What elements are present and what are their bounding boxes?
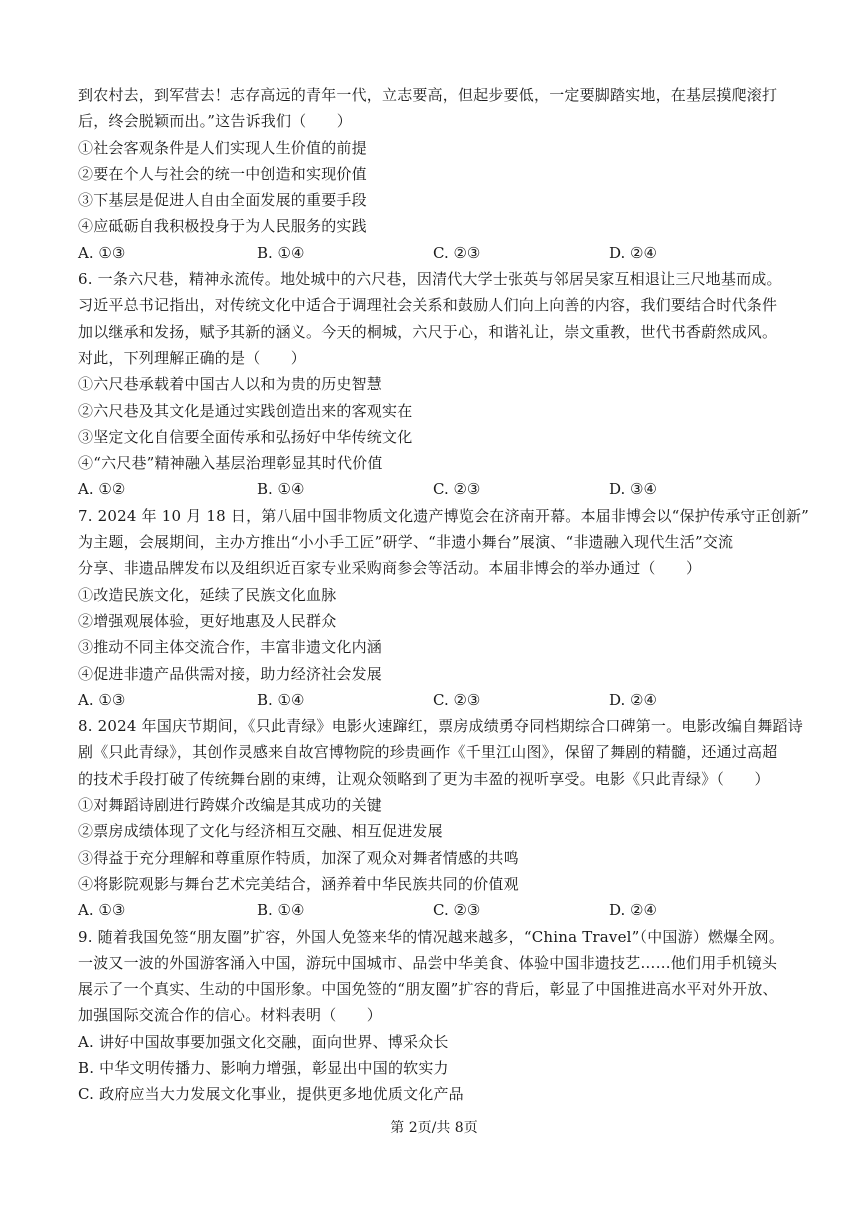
question-9 — [78, 924, 798, 1108]
option-b: B. ①④ — [257, 243, 305, 262]
question-stem-line: 8. 2024 年国庆节期间，《只此青绿》电影火速蹿红，票房成绩勇夺同档期综合口碑第一。电影改编自舞蹈诗 — [78, 717, 803, 736]
question-stem-line: 到农村去，到军营去！志存高远的青年一代，立志要高，但起步要低，一定要脚踏实地，在基层摸爬滚打 — [78, 86, 778, 104]
exam-page-body — [78, 82, 810, 1108]
question-stem-line: 6. 一条六尺巷，精神永流传。地处城中的六尺巷，因清代大学士张英与邻居吴家互相退让三尺地基而成。 — [78, 270, 782, 289]
statement-item: ④将影院观影与舞台艺术完美结合，涵养着中华民族共同的价值观 — [78, 874, 519, 893]
option-a: A. ①③ — [78, 690, 126, 709]
option-b: B. ①④ — [257, 480, 305, 499]
option-b: B. 中华文明传播力、影响力增强，彰显出中国的软实力 — [78, 1058, 449, 1077]
option-d: D. ②④ — [609, 243, 657, 262]
question-stem-line: 为主题，会展期间，主办方推出“小小手工匠”研学、“非遗小舞台”展演、“非遗融入现代生活”交流 — [78, 533, 734, 552]
statement-item: ③得益于充分理解和尊重原作特质，加深了观众对舞者情感的共鸣 — [78, 848, 519, 867]
question-stem-line: 后，终会脱颖而出。”这告诉我们（ ） — [78, 112, 352, 131]
statement-item: ④应砥砺自我积极投身于为人民服务的实践 — [78, 217, 367, 236]
option-a: A. ①③ — [78, 901, 126, 920]
statement-item: ②六尺巷及其文化是通过实践创造出来的客观实在 — [78, 401, 413, 420]
statement-item: ①六尺巷承载着中国古人以和为贵的历史智慧 — [78, 375, 383, 394]
statement-item: ②增强观展体验，更好地惠及人民群众 — [78, 611, 337, 630]
option-c: C. ②③ — [433, 480, 481, 499]
option-c: C. ②③ — [433, 243, 481, 262]
option-a: A. 讲好中国故事要加强文化交融，面向世界、博采众长 — [78, 1032, 449, 1051]
question-stem-line: 习近平总书记指出，对传统文化中适合于调理社会关系和鼓励人们向上向善的内容，我们要结合时代条件 — [78, 296, 778, 315]
statement-item: ①社会客观条件是人们实现人生价值的前提 — [78, 138, 367, 157]
question-stem-line: 剧《只此青绿》，其创作灵感来自故宫博物院的珍贵画作《千里江山图》，保留了舞剧的精髓，还通过高超 — [78, 743, 778, 762]
statement-item: ③坚定文化自信要全面传承和弘扬好中华传统文化 — [78, 427, 413, 446]
question-stem-line: 分享、非遗品牌发布以及组织近百家专业采购商参会等活动。本届非博会的举办通过（ ） — [78, 559, 702, 578]
question-5 — [78, 82, 798, 266]
option-a: A. ①③ — [78, 243, 126, 262]
question-stem-line: 展示了一个真实、生动的中国形象。中国免签的“朋友圈”扩容的背后，彰显了中国推进高水平对外开放、 — [78, 980, 778, 999]
question-stem-line: 的技术手段打破了传统舞台剧的束缚，让观众领略到了更为丰盈的视听享受。电影《只此青绿》（ ） — [78, 769, 770, 788]
question-stem-line: 加强国际交流合作的信心。材料表明（ ） — [78, 1006, 383, 1025]
question-stem-line: 加以继承和发扬，赋予其新的涵义。今天的桐城，六尺于心，和谐礼让，崇文重教，世代书香蔚然成风。 — [78, 322, 778, 341]
statement-item: ①改造民族文化，延续了民族文化血脉 — [78, 585, 337, 604]
option-c: C. 政府应当大力发展文化事业，提供更多地优质文化产品 — [78, 1085, 464, 1104]
option-c: C. ②③ — [433, 901, 481, 920]
statement-item: ④促进非遗产品供需对接，助力经济社会发展 — [78, 664, 383, 683]
option-b: B. ①④ — [257, 690, 305, 709]
option-b: B. ①④ — [257, 901, 305, 920]
answer-options — [78, 240, 798, 266]
statement-item: ②票房成绩体现了文化与经济相互交融、相互促进发展 — [78, 822, 443, 841]
question-stem-line: 对此，下列理解正确的是（ ） — [78, 348, 307, 367]
question-7 — [78, 503, 810, 713]
option-c: C. ②③ — [433, 690, 481, 709]
option-d: D. ②④ — [609, 690, 657, 709]
statement-item: ①对舞蹈诗剧进行跨媒介改编是其成功的关键 — [78, 796, 383, 815]
question-stem-line: 一波又一波的外国游客涌入中国，游玩中国城市、品尝中华美食、体验中国非遗技艺……他们用手机镜头 — [78, 953, 778, 972]
statement-item: ②要在个人与社会的统一中创造和实现价值 — [78, 164, 367, 183]
statement-item: ③推动不同主体交流合作，丰富非遗文化内涵 — [78, 638, 383, 657]
option-d: D. ②④ — [609, 901, 657, 920]
statement-item: ③下基层是促进人自由全面发展的重要手段 — [78, 191, 367, 210]
question-stem-line: 9. 随着我国免签“朋友圈”扩容，外国人免签来华的情况越来越多，“China Travel”（中国游）燃爆全网。 — [78, 927, 785, 946]
page-number-footer: 第 2页/共 8页 — [390, 1120, 478, 1136]
option-d: D. ③④ — [609, 480, 657, 499]
option-a: A. ①② — [78, 480, 126, 499]
question-stem-line: 7. 2024 年 10 月 18 日，第八届中国非物质文化遗产博览会在济南开幕。本届非博会以“保护传承守正创新” — [78, 506, 810, 525]
answer-options — [78, 897, 798, 923]
statement-item: ④“六尺巷”精神融入基层治理彰显其时代价值 — [78, 454, 383, 473]
answer-options — [78, 687, 798, 713]
answer-options — [78, 476, 798, 502]
question-8 — [78, 713, 803, 923]
question-6 — [78, 266, 798, 503]
